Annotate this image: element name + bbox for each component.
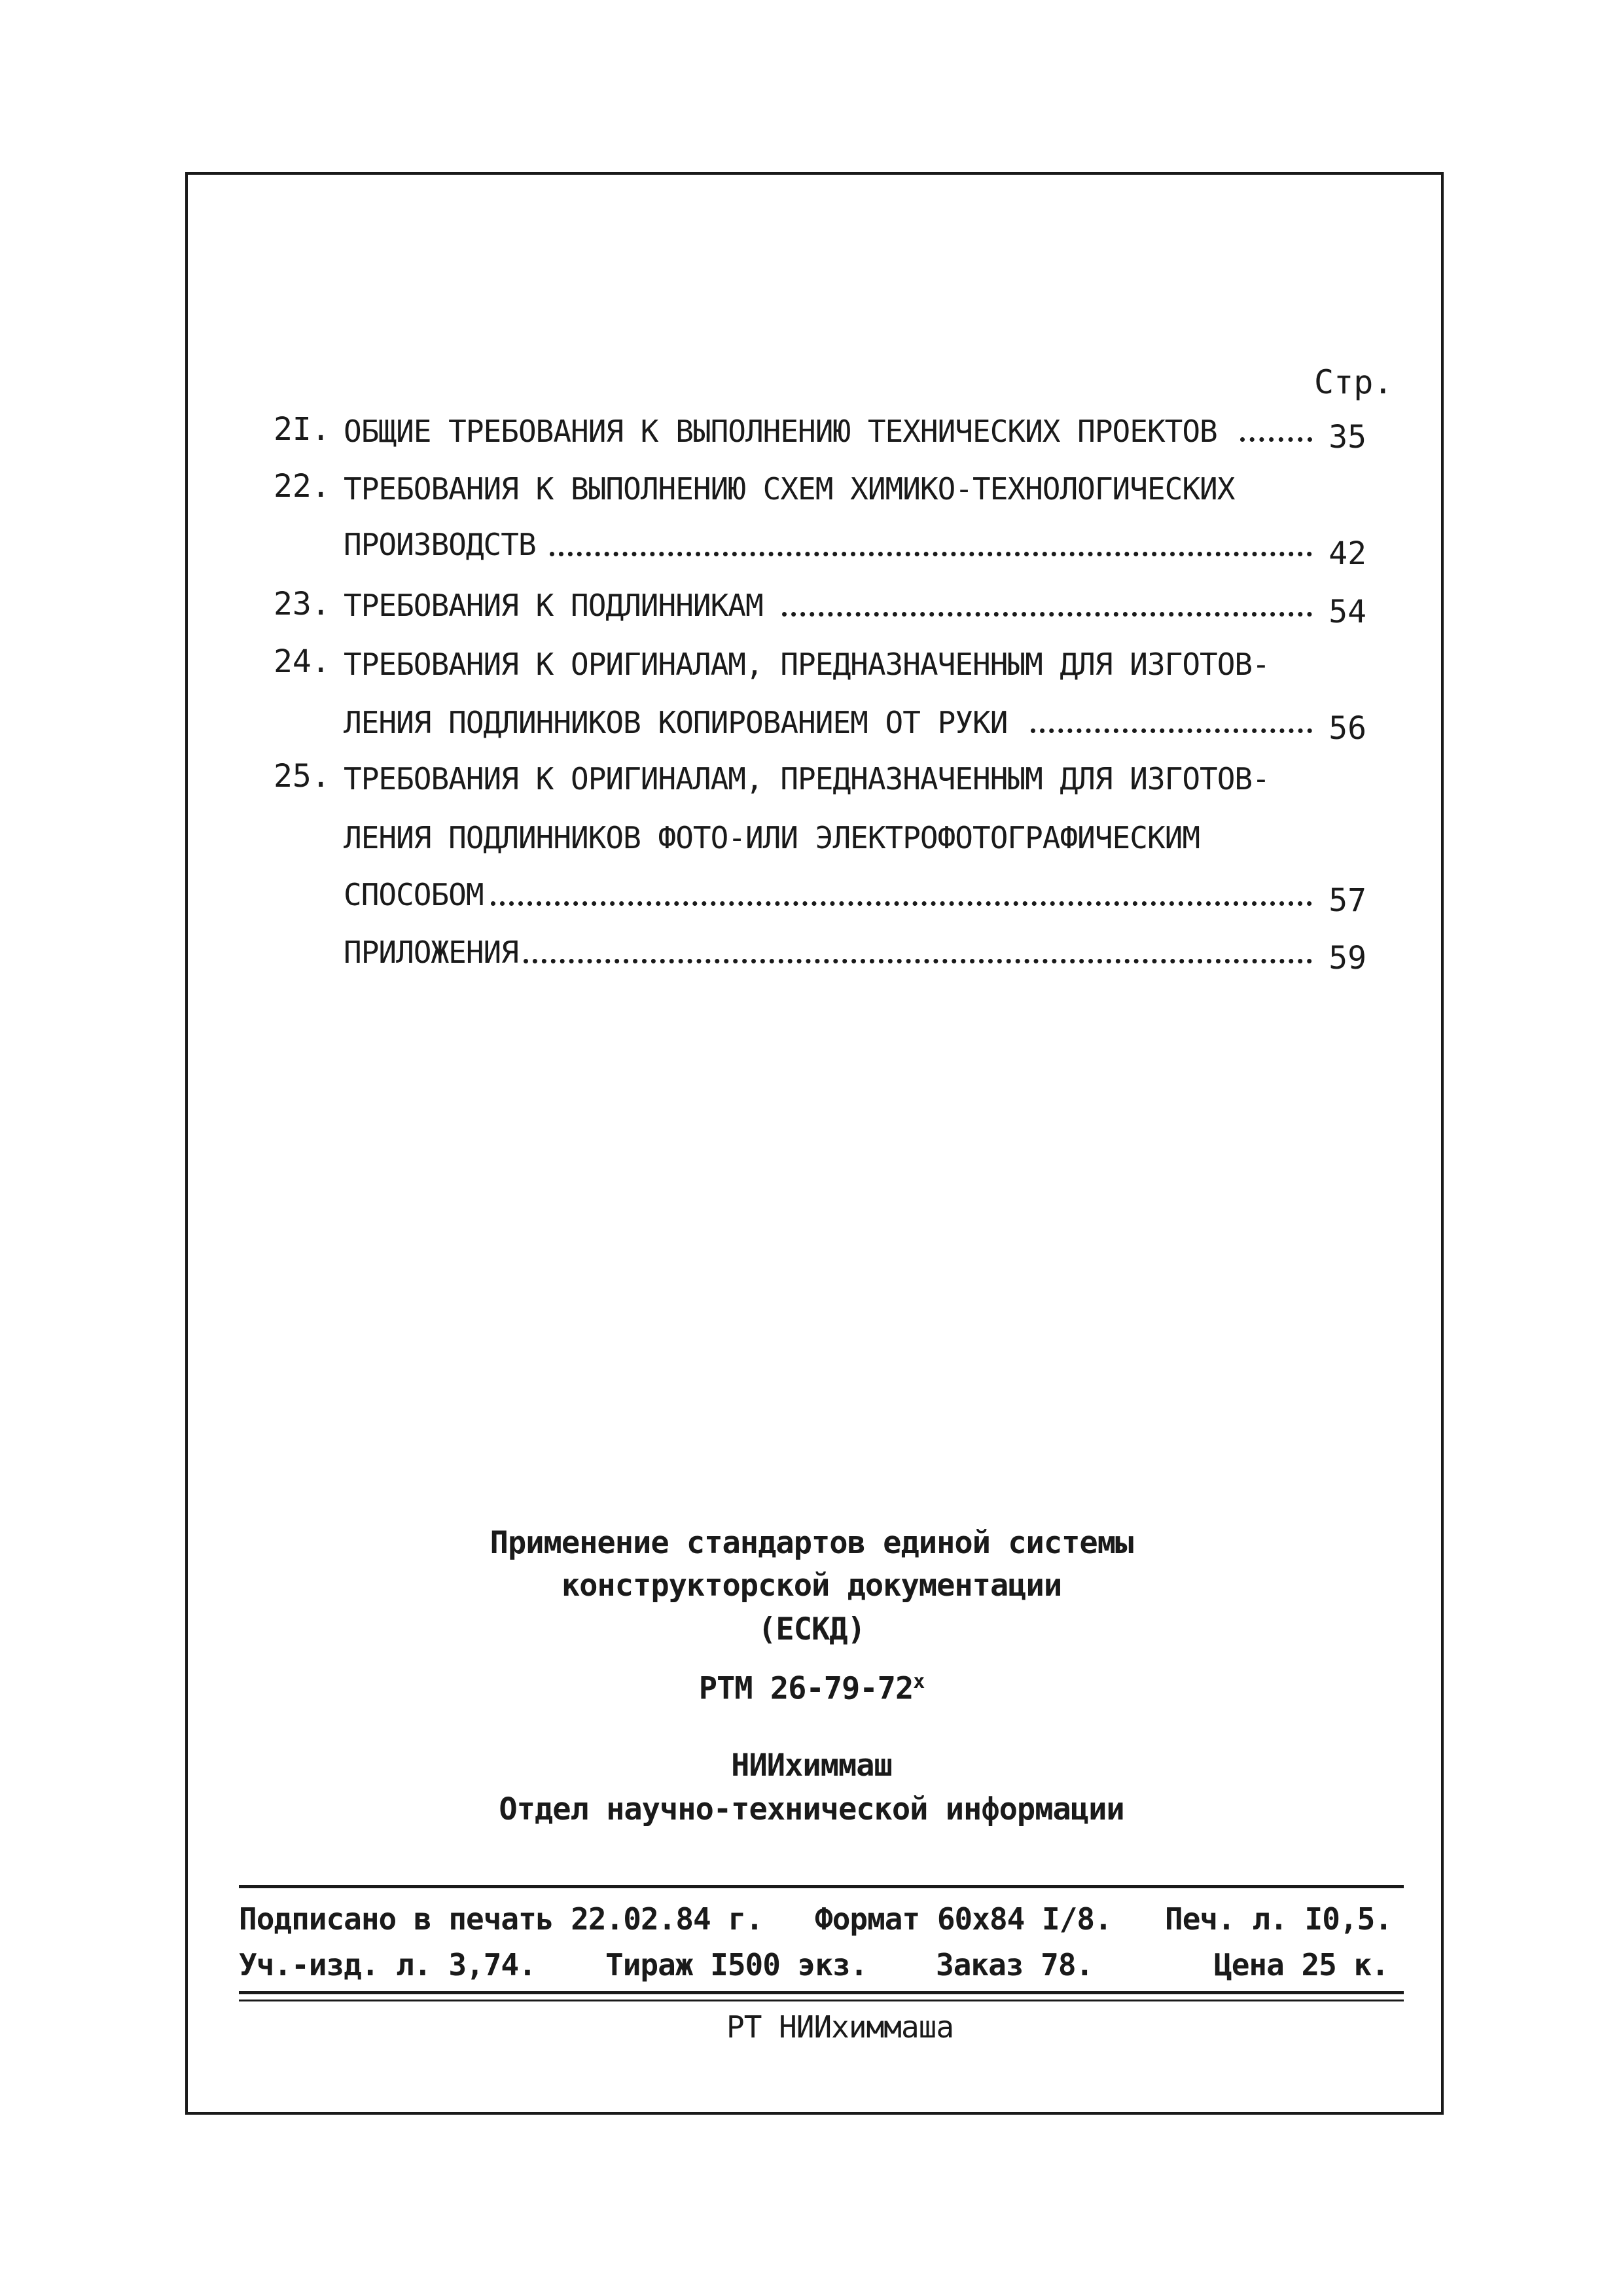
toc-leader-dots [1240,437,1312,442]
imprint-price: Цена 25 к. [1214,1947,1389,1982]
toc-entry-number: 25. [274,758,330,795]
organization-name: НИИхиммаш [731,1748,892,1784]
publication-title-line1: Применение стандартов единой системы [490,1525,1133,1561]
toc-entry-number: 24. [274,643,330,680]
document-designation [262,1670,1361,1707]
toc-entry-page: 57 [1329,882,1366,919]
imprint-format: Формат 60х84 I/8. [815,1901,1112,1937]
toc-entry-title: ТРЕБОВАНИЯ К ВЫПОЛНЕНИЮ СХЕМ ХИМИКО-ТЕХНОЛОГИЧЕСКИХ [344,471,1235,507]
toc-entry-title-cont: ПРОИЗВОДСТВ [344,527,536,562]
imprint-top-rule [239,1885,1404,1888]
toc-entry-page: 54 [1329,594,1366,630]
toc-leader-dots [524,959,1312,963]
toc-leader-dots [1031,728,1312,733]
imprint-sheets: Печ. л. I0,5. [1165,1901,1393,1937]
imprint-print-run: Тираж I500 экз. [605,1947,868,1982]
toc-entry-number: 23. [274,586,330,622]
toc-entry-page: 35 [1329,419,1366,456]
toc-entry-page: 56 [1329,710,1366,747]
publication-title-line3: (ЕСКД) [758,1611,865,1647]
publication-title-line2: конструкторской документации [561,1568,1062,1604]
toc-entry-title-cont: ЛЕНИЯ ПОДЛИННИКОВ КОПИРОВАНИЕМ ОТ РУКИ [344,705,1008,740]
toc-entry-title: ОБЩИЕ ТРЕБОВАНИЯ К ВЫПОЛНЕНИЮ ТЕХНИЧЕСКИХ ПРОЕКТОВ [344,414,1217,449]
toc-entry-title: ПРИЛОЖЕНИЯ [344,935,518,970]
department-name: Отдел научно-технической информации [499,1791,1124,1827]
toc-entry-title: ТРЕБОВАНИЯ К ПОДЛИННИКАМ [344,588,763,623]
imprint-signed: Подписано в печать 22.02.84 г. [239,1901,763,1937]
imprint-order: Заказ 78. [936,1947,1094,1982]
designation-mark: x [913,1670,925,1693]
toc-entry-page: 59 [1329,940,1366,977]
toc-page-header: Стр. [1314,363,1393,401]
imprint-edition-sheets: Уч.-изд. л. 3,74. [239,1947,536,1982]
imprint-printer: РТ НИИхиммаша [726,2009,954,2045]
toc-entry-title-cont: СПОСОБОМ [344,877,484,912]
toc-entry-title-cont: ЛЕНИЯ ПОДЛИННИКОВ ФОТО-ИЛИ ЭЛЕКТРОФОТОГРАФИЧЕСКИМ [344,820,1200,855]
imprint-middle-rule-thin [239,2000,1404,2001]
toc-leader-dots [782,612,1312,617]
toc-entry-number: 22. [274,468,330,505]
imprint-middle-rule [239,1991,1404,1994]
toc-entry-page: 42 [1329,535,1366,572]
toc-entry-title: ТРЕБОВАНИЯ К ОРИГИНАЛАМ, ПРЕДНАЗНАЧЕННЫМ ДЛЯ ИЗГОТОВ- [344,761,1270,797]
toc-leader-dots [550,552,1312,556]
toc-entry-number: 2I. [274,411,330,448]
toc-entry-title: ТРЕБОВАНИЯ К ОРИГИНАЛАМ, ПРЕДНАЗНАЧЕННЫМ ДЛЯ ИЗГОТОВ- [344,647,1270,682]
toc-leader-dots [491,901,1312,906]
designation-text: РТМ 26-79-72 [698,1670,914,1707]
